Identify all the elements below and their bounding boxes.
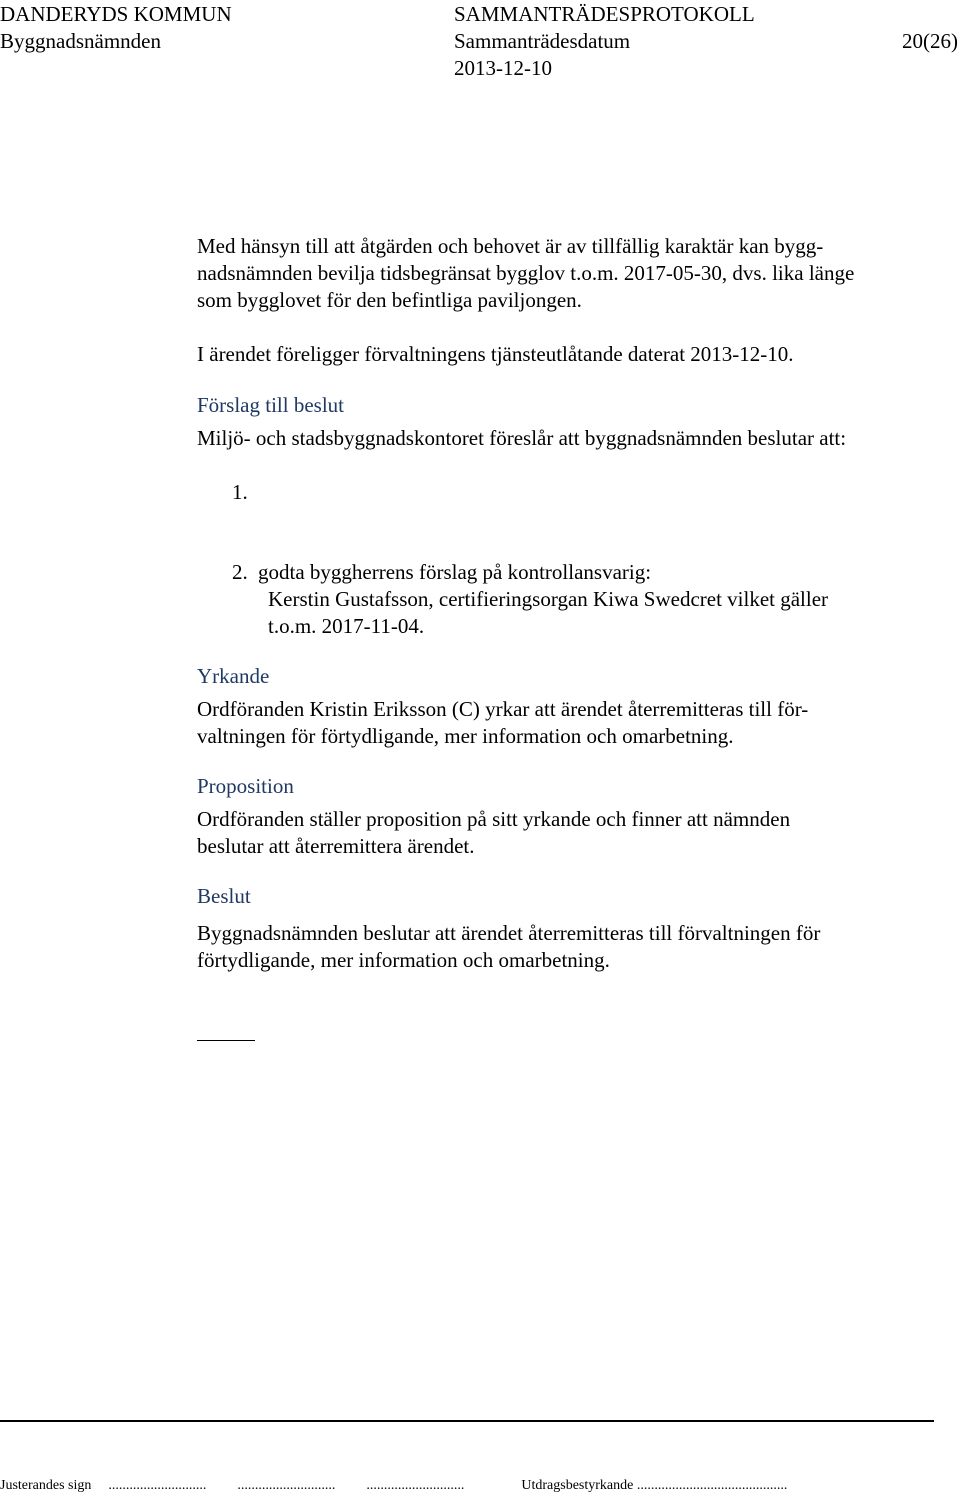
sign-dots: ............................	[237, 1478, 336, 1493]
item-2-number: 2.	[232, 560, 248, 584]
committee-name: Byggnadsnämnden	[0, 29, 161, 53]
signature-footer	[0, 1478, 787, 1494]
beslut-line: förtydligande, mer information och omarbetning.	[197, 948, 610, 972]
footer-rule	[0, 1420, 934, 1422]
page-number: 20(26)	[902, 29, 958, 53]
proposition-heading: Proposition	[197, 774, 294, 798]
proposition-line: beslutar att återremittera ärendet.	[197, 834, 475, 858]
intro-line: som bygglovet för den befintliga paviljongen.	[197, 288, 582, 312]
municipality-name: DANDERYDS KOMMUN	[0, 2, 232, 26]
justerandes-label: Justerandes sign	[0, 1478, 92, 1493]
item-1-number: 1.	[232, 480, 248, 504]
yrkande-line: valtningen för förtydligande, mer information och omarbetning.	[197, 724, 734, 748]
date-label: Sammanträdesdatum	[454, 29, 631, 53]
beslut-line: Byggnadsnämnden beslutar att ärendet återremitteras till förvaltningen för	[197, 921, 821, 945]
utdrag-dots: ...........................................	[636, 1478, 788, 1493]
forslag-heading: Förslag till beslut	[197, 393, 344, 417]
beslut-heading: Beslut	[197, 884, 251, 908]
proposition-line: Ordföranden ställer proposition på sitt yrkande och finner att nämnden	[197, 807, 791, 831]
meeting-date: 2013-12-10	[454, 56, 552, 80]
sign-dots: ............................	[108, 1478, 207, 1493]
utdrag-label: Utdragsbestyrkande	[521, 1478, 634, 1493]
item-2-line: Kerstin Gustafsson, certifieringsorgan Kiwa Swedcret vilket gäller	[268, 587, 829, 611]
item-2-line: t.o.m. 2017-11-04.	[268, 614, 425, 638]
yrkande-heading: Yrkande	[197, 664, 270, 688]
item-2-line: godta byggherrens förslag på kontrollansvarig:	[258, 560, 652, 584]
yrkande-line: Ordföranden Kristin Eriksson (C) yrkar att ärendet återremitteras till för-	[197, 697, 809, 721]
report-line: I ärendet föreligger förvaltningens tjänsteutlåtande daterat 2013-12-10.	[197, 342, 794, 366]
intro-line: Med hänsyn till att åtgärden och behovet är av tillfällig karaktär kan bygg-	[197, 234, 824, 258]
forslag-text: Miljö- och stadsbyggnadskontoret föreslår att byggnadsnämnden beslutar att:	[197, 426, 847, 450]
section-divider	[197, 1040, 255, 1041]
intro-line: nadsnämnden bevilja tidsbegränsat bygglov t.o.m. 2017-05-30, dvs. lika länge	[197, 261, 855, 285]
sign-dots: ............................	[366, 1478, 465, 1493]
document-type: SAMMANTRÄDESPROTOKOLL	[454, 2, 755, 26]
